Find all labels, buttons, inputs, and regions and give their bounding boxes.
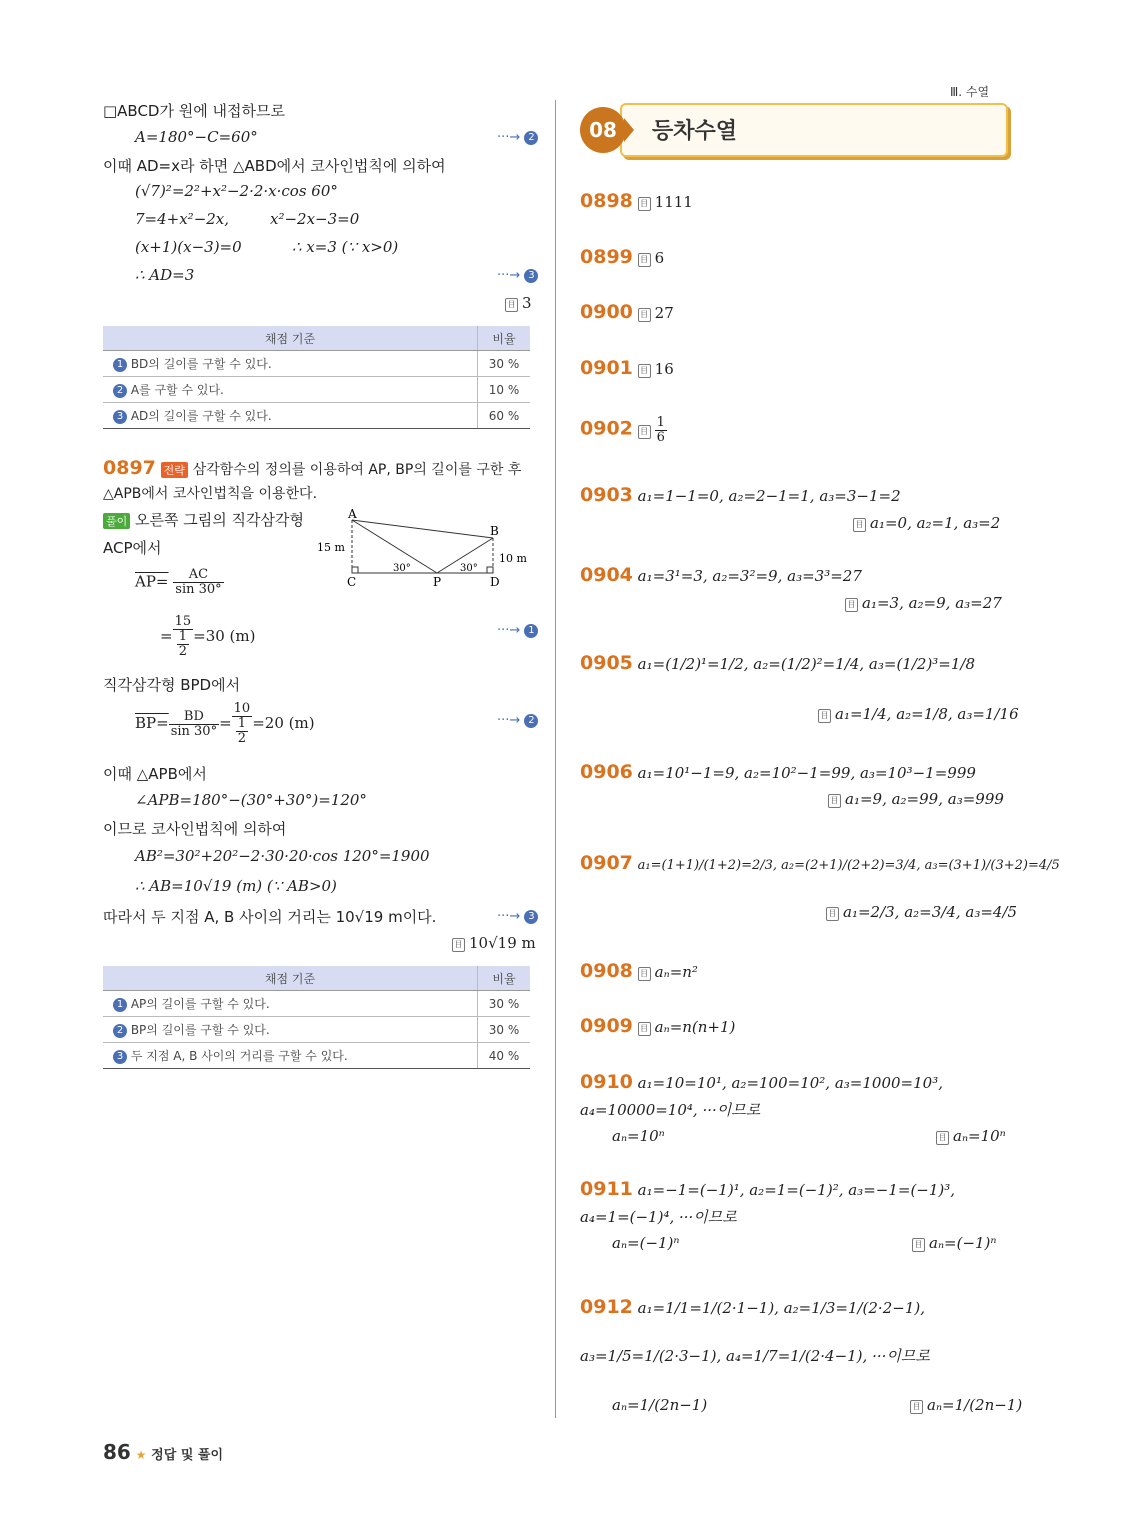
answer-0911: 目 aₙ=(−1)ⁿ bbox=[912, 1234, 997, 1252]
table-row: 3 AD의 길이를 구할 수 있다. 60 % bbox=[103, 403, 530, 429]
left-line-3: 이때 AD=x라 하면 △ABD에서 코사인법칙에 의하여 bbox=[103, 157, 446, 175]
svg-text:10 m: 10 m bbox=[499, 552, 527, 565]
item-0904: 0904 a₁=3¹=3, a₂=3²=9, a₃=3³=27 bbox=[580, 564, 862, 586]
table-row: 2 A를 구할 수 있다. 10 % bbox=[103, 377, 530, 403]
table-row: 2 BP의 길이를 구할 수 있다. 30 % bbox=[103, 1017, 530, 1043]
step-marker-2: ···→ 2 bbox=[497, 130, 538, 145]
chapter-number-badge bbox=[580, 107, 626, 153]
svg-text:15 m: 15 m bbox=[317, 541, 345, 554]
bp-formula: BP= $\frac{BD}{\sin 30^\circ}$ = $\frac{10}{\frac{1}{2}}$ =20 (m) bbox=[135, 701, 315, 746]
solution-line-6: 이므로 코사인법칙에 의하여 bbox=[103, 820, 287, 838]
item-0911-line-3: aₙ=(−1)ⁿ bbox=[612, 1234, 680, 1252]
item-0912: 0912 a₁=1/1=1/(2·1−1), a₂=1/3=1/(2·2−1), bbox=[580, 1296, 925, 1318]
left-line-4: (√7)²=2²+x²−2·2·x·cos 60° bbox=[135, 182, 338, 200]
star-icon: ★ bbox=[135, 1448, 147, 1462]
triangle-figure bbox=[315, 505, 535, 595]
left-line-5b: x²−2x−3=0 bbox=[270, 210, 360, 228]
item-0903: 0903 a₁=1−1=0, a₂=2−1=1, a₃=3−1=2 bbox=[580, 484, 901, 506]
solution-line-7: AB²=30²+20²−2·30·20·cos 120°=1900 bbox=[135, 847, 430, 865]
page-number: 86 bbox=[103, 1440, 131, 1464]
item-0912-line-3: aₙ=1/(2n−1) bbox=[612, 1396, 708, 1414]
item-0902: 0902 目 $\frac{1}{6}$ bbox=[580, 415, 665, 445]
solution-line-8: ∴ AB=10√19 (m) (∵ AB>0) bbox=[135, 877, 337, 895]
step-marker-1: ···→ 1 bbox=[497, 623, 538, 638]
answer-icon: 目 bbox=[638, 967, 651, 981]
left-line-7: ∴ AD=3 bbox=[135, 266, 195, 284]
table-row: 3 두 지점 A, B 사이의 거리를 구할 수 있다. 40 % bbox=[103, 1043, 530, 1069]
problem-number: 0897 bbox=[103, 457, 156, 479]
answer-icon: 目 bbox=[638, 253, 651, 267]
answer-3: 目 3 bbox=[505, 294, 532, 312]
item-0911-line-2: a₄=1=(−1)⁴, ···이므로 bbox=[580, 1208, 737, 1226]
chapter-title: 등차수열 bbox=[652, 119, 738, 144]
answer-0907: 目 a₁=2/3, a₂=3/4, a₃=4/5 bbox=[826, 903, 1017, 921]
answer-icon: 目 bbox=[505, 298, 518, 312]
table-header-criteria: 채점 기준 bbox=[103, 966, 478, 991]
svg-text:D: D bbox=[490, 575, 500, 589]
strategy-badge: 전략 bbox=[161, 462, 188, 478]
answer-0897: 目 10√19 m bbox=[452, 934, 536, 952]
svg-text:C: C bbox=[347, 575, 357, 589]
answer-0912: 目 aₙ=1/(2n−1) bbox=[910, 1396, 1022, 1414]
svg-text:B: B bbox=[490, 524, 499, 538]
ap-formula-1: AP= $\frac{AC}{\sin 30^\circ}$ bbox=[135, 567, 222, 597]
answer-icon: 目 bbox=[638, 364, 651, 378]
item-0898: 0898 目 1111 bbox=[580, 190, 693, 212]
chapter-arrow bbox=[624, 118, 634, 142]
solution-line-4: 이때 △APB에서 bbox=[103, 765, 207, 783]
page-footer bbox=[103, 1440, 223, 1464]
answer-0905: 目 a₁=1/4, a₂=1/8, a₃=1/16 bbox=[818, 705, 1019, 723]
item-0905: 0905 a₁=(1/2)¹=1/2, a₂=(1/2)²=1/4, a₃=(1/2)³=1/8 bbox=[580, 652, 976, 674]
solution-badge: 풀이 bbox=[103, 513, 130, 529]
step-marker-3b: ···→ 3 bbox=[497, 909, 538, 924]
answer-icon: 目 bbox=[638, 308, 651, 322]
answer-0903: 目 a₁=0, a₂=1, a₃=2 bbox=[853, 514, 1000, 532]
solution-line-2: ACP에서 bbox=[103, 539, 162, 557]
solution-line-3: 직각삼각형 BPD에서 bbox=[103, 676, 241, 694]
left-line-6a: (x+1)(x−3)=0 bbox=[135, 238, 242, 256]
item-0906: 0906 a₁=10¹−1=9, a₂=10²−1=99, a₃=10³−1=999 bbox=[580, 761, 976, 783]
item-0901: 0901 目 16 bbox=[580, 357, 674, 379]
left-line-5a: 7=4+x²−2x, bbox=[135, 210, 230, 228]
left-line-1: □ABCD가 원에 내접하므로 bbox=[103, 102, 285, 120]
section-header: Ⅲ. 수열 bbox=[950, 85, 990, 99]
scoring-table-2 bbox=[103, 966, 530, 1069]
item-0900: 0900 目 27 bbox=[580, 301, 674, 323]
left-line-6b: ∴ x=3 (∵ x>0) bbox=[292, 238, 399, 256]
step-marker-3: ···→ 3 bbox=[497, 268, 538, 283]
chapter-number: 08 bbox=[589, 118, 617, 142]
problem-0897-strategy-2: △APB에서 코사인법칙을 이용한다. bbox=[103, 486, 318, 502]
problem-0897-header: 0897 전략 삼각함수의 정의를 이용하여 AP, BP의 길이를 구한 후 bbox=[103, 457, 522, 479]
step-marker-2b: ···→ 2 bbox=[497, 713, 538, 728]
answer-icon: 目 bbox=[638, 1022, 651, 1036]
left-line-2: A=180°−C=60° bbox=[135, 128, 258, 146]
column-divider bbox=[555, 100, 556, 1418]
chapter-banner bbox=[580, 103, 1008, 157]
solution-line-5: ∠APB=180°−(30°+30°)=120° bbox=[135, 791, 367, 809]
table-row: 1 BD의 길이를 구할 수 있다. 30 % bbox=[103, 351, 530, 377]
item-0912-line-2: a₃=1/5=1/(2·3−1), a₄=1/7=1/(2·4−1), ···이므로 bbox=[580, 1347, 930, 1365]
item-0907: 0907 a₁=(1+1)/(1+2)=2/3, a₂=(2+1)/(2+2)=3/4, a₃=(3+1)/(3+2)=4/5 bbox=[580, 852, 1060, 874]
item-0910-line-3: aₙ=10ⁿ bbox=[612, 1127, 665, 1145]
scoring-table-1 bbox=[103, 326, 530, 429]
item-0911: 0911 a₁=−1=(−1)¹, a₂=1=(−1)², a₃=−1=(−1)³, bbox=[580, 1178, 956, 1200]
answer-0906: 目 a₁=9, a₂=99, a₃=999 bbox=[828, 790, 1004, 808]
svg-text:30°: 30° bbox=[460, 563, 478, 574]
item-0908: 0908 目 aₙ=n² bbox=[580, 960, 698, 982]
solution-line-9: 따라서 두 지점 A, B 사이의 거리는 10√19 m이다. bbox=[103, 908, 437, 926]
table-header-ratio: 비율 bbox=[478, 326, 531, 351]
answer-0904: 目 a₁=3, a₂=9, a₃=27 bbox=[845, 594, 1002, 612]
answer-icon: 目 bbox=[638, 425, 651, 439]
svg-text:30°: 30° bbox=[393, 563, 411, 574]
solution-line-1: 풀이 오른쪽 그림의 직각삼각형 bbox=[103, 509, 304, 530]
ap-formula-2: = $\frac{15}{\frac{1}{2}}$ =30 (m) bbox=[160, 614, 256, 659]
table-header-criteria: 채점 기준 bbox=[103, 326, 478, 351]
item-0910: 0910 a₁=10=10¹, a₂=100=10², a₃=1000=10³, bbox=[580, 1071, 943, 1093]
item-0909: 0909 目 aₙ=n(n+1) bbox=[580, 1015, 736, 1037]
table-header-ratio: 비율 bbox=[478, 966, 531, 991]
svg-text:A: A bbox=[348, 507, 357, 521]
answer-icon: 目 bbox=[638, 197, 651, 211]
answer-0910: 目 aₙ=10ⁿ bbox=[936, 1127, 1006, 1145]
item-0910-line-2: a₄=10000=10⁴, ···이므로 bbox=[580, 1101, 761, 1119]
item-0899: 0899 目 6 bbox=[580, 246, 665, 268]
table-row: 1 AP의 길이를 구할 수 있다. 30 % bbox=[103, 991, 530, 1017]
answer-icon: 目 bbox=[452, 938, 465, 952]
svg-text:P: P bbox=[433, 575, 442, 589]
footer-label: 정답 및 풀이 bbox=[151, 1448, 224, 1463]
